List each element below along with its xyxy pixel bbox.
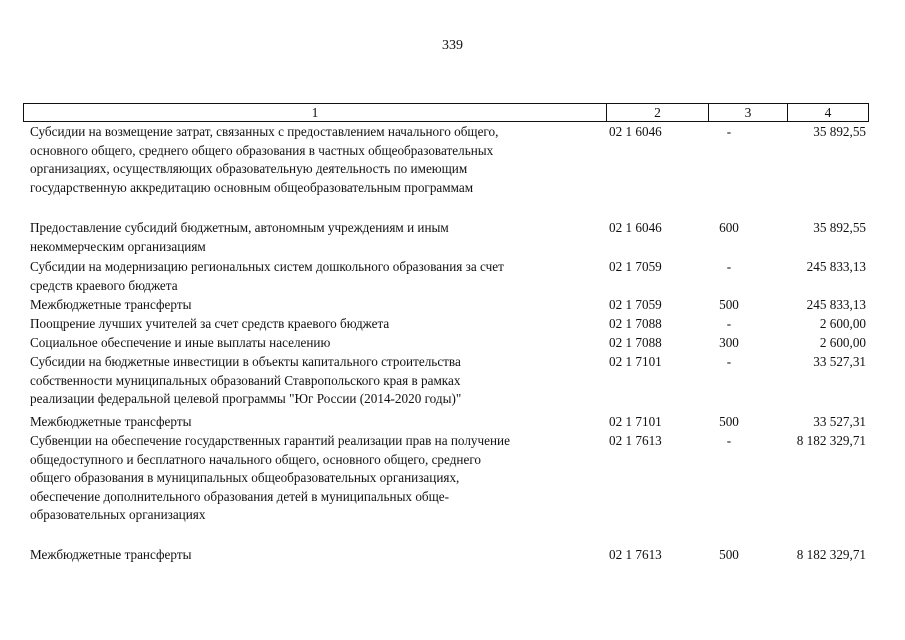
row-sum: 35 892,55 — [813, 220, 866, 235]
row-sum: 8 182 329,71 — [796, 433, 866, 448]
row-code: 02 1 7059 — [609, 297, 662, 312]
header-col-4: 4 — [824, 105, 832, 120]
row-sum: 2 600,00 — [819, 335, 866, 350]
row-code: 02 1 7613 — [609, 433, 662, 448]
row-type: - — [726, 433, 732, 448]
description-line: Субсидии на модернизацию региональных систем дошкольного образования за счет — [30, 259, 504, 274]
row-code: 02 1 7088 — [609, 335, 662, 350]
description-line: реализации федеральной целевой программы "Юг России (2014-2020 годы)" — [30, 391, 462, 406]
row-code: 02 1 7613 — [609, 547, 662, 562]
description-line: Межбюджетные трансферты — [30, 414, 192, 429]
row-type: - — [726, 354, 732, 369]
row-sum: 245 833,13 — [806, 259, 866, 274]
description-line: государственную аккредитацию основным общеобразовательным программам — [30, 179, 474, 195]
description-line: Субвенции на обеспечение государственных гарантий реализации прав на получение — [30, 433, 510, 448]
row-description — [30, 258, 590, 295]
row-sum: 8 182 329,71 — [796, 547, 866, 562]
row-description — [30, 334, 590, 353]
description-line: Субсидии на возмещение затрат, связанных с предоставлением начального общего, — [30, 124, 499, 139]
row-description — [30, 296, 590, 315]
page-number: 339 — [442, 38, 463, 53]
description-line: основного общего, среднего общего образования в частных общеобразовательных — [30, 142, 494, 158]
description-line: некоммерческим организациям — [30, 238, 206, 254]
description-line: организациях, осуществляющих образовательную деятельность по имеющим — [30, 161, 468, 176]
row-description — [30, 219, 590, 256]
row-code: 02 1 7101 — [609, 354, 662, 369]
row-description — [30, 123, 590, 197]
row-type: - — [726, 316, 732, 331]
header-col-3: 3 — [709, 104, 788, 121]
row-description — [30, 432, 590, 525]
row-description — [30, 353, 590, 409]
description-line: Межбюджетные трансферты — [30, 547, 192, 562]
row-description — [30, 546, 590, 565]
row-code: 02 1 7059 — [609, 259, 662, 274]
header-col-1: 1 — [24, 104, 607, 121]
description-line: собственности муниципальных образований Ставропольского края в рамках — [30, 372, 461, 388]
row-sum: 2 600,00 — [819, 316, 866, 331]
row-code: 02 1 6046 — [609, 124, 662, 139]
row-sum: 35 892,55 — [813, 124, 866, 139]
description-line: общедоступного и бесплатного начального общего, основного общего, среднего — [30, 451, 481, 467]
description-line: Субсидии на бюджетные инвестиции в объекты капитального строительства — [30, 354, 461, 369]
row-type: 500 — [719, 547, 739, 562]
row-sum: 245 833,13 — [806, 297, 866, 312]
row-code: 02 1 6046 — [609, 220, 662, 235]
row-type: 500 — [719, 297, 739, 312]
header-col-2: 2 — [607, 104, 709, 121]
description-line: Межбюджетные трансферты — [30, 297, 192, 312]
description-line: Социальное обеспечение и иные выплаты населению — [30, 335, 331, 350]
row-sum: 33 527,31 — [813, 354, 866, 369]
row-type: 600 — [719, 220, 739, 235]
description-line: обеспечение дополнительного образования детей в муниципальных обще- — [30, 488, 450, 504]
description-line: Предоставление субсидий бюджетным, автономным учреждениям и иным — [30, 220, 449, 235]
description-line: средств краевого бюджета — [30, 277, 178, 293]
row-type: - — [726, 124, 732, 139]
description-line: общего образования в муниципальных общеобразовательных организациях, — [30, 470, 460, 485]
row-description — [30, 413, 590, 432]
row-description — [30, 315, 590, 334]
row-type: 500 — [719, 414, 739, 429]
table-header — [23, 103, 869, 122]
row-code: 02 1 7101 — [609, 414, 662, 429]
description-line: образовательных организациях — [30, 507, 206, 522]
row-code: 02 1 7088 — [609, 316, 662, 331]
description-line: Поощрение лучших учителей за счет средств краевого бюджета — [30, 316, 390, 331]
row-type: 300 — [719, 335, 739, 350]
row-sum: 33 527,31 — [813, 414, 866, 429]
row-type: - — [726, 259, 732, 274]
